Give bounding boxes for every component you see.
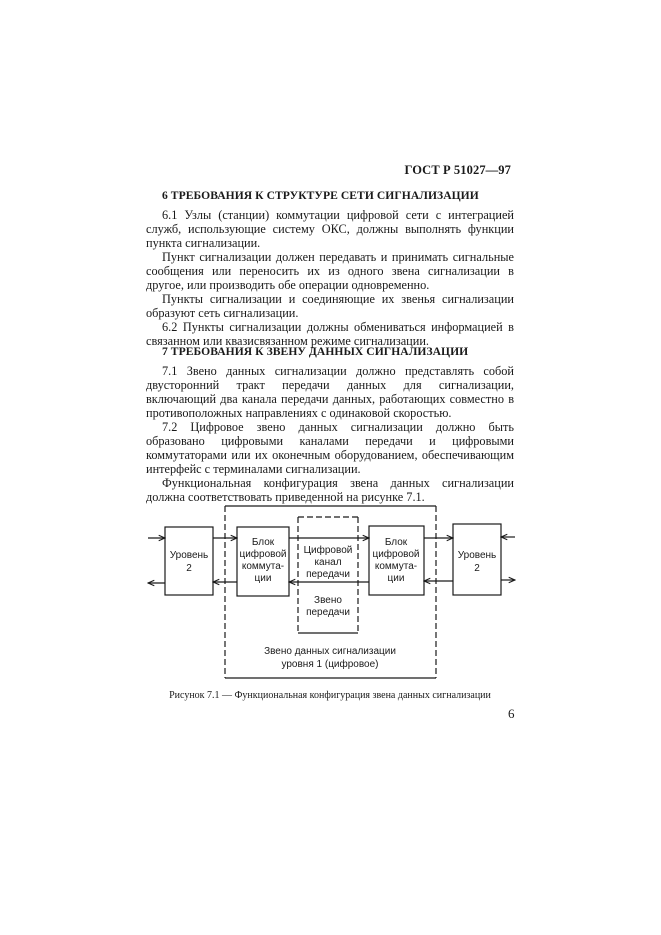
svg-text:цифровой: цифровой	[372, 549, 420, 560]
svg-text:цифровой: цифровой	[239, 549, 287, 560]
svg-text:2: 2	[186, 563, 192, 574]
figure-7-1-diagram	[140, 498, 525, 688]
paragraph-7-2-b: Функциональная конфигурация звена данных сигнализации должна соответствовать приведенной на рисунке 7.1.	[146, 476, 514, 504]
figure-caption: Рисунок 7.1 — Функциональная конфигурация звена данных сигнализации	[169, 690, 491, 701]
svg-text:передачи: передачи	[306, 569, 350, 580]
svg-text:2: 2	[474, 563, 480, 574]
svg-text:ции: ции	[387, 573, 405, 584]
section-6-title: 6 ТРЕБОВАНИЯ К СТРУКТУРЕ СЕТИ СИГНАЛИЗАЦИИ	[162, 189, 479, 202]
outer-box-label: Звено данных сигнализации	[264, 646, 396, 657]
channel-label: Цифровой	[303, 545, 353, 556]
left-level2-box	[165, 527, 213, 595]
svg-text:передачи: передачи	[306, 607, 350, 618]
paragraph-6-1-c: Пункты сигнализации и соединяющие их звенья сигнализации образуют сеть сигнализации.	[146, 292, 514, 320]
section-6-body	[146, 208, 514, 348]
page-number: 6	[508, 706, 515, 721]
svg-text:коммута-: коммута-	[241, 561, 285, 572]
section-7-body	[146, 364, 514, 504]
svg-text:ции: ции	[254, 573, 272, 584]
right-level2-label: Уровень	[457, 550, 497, 561]
paragraph-6-2: 6.2 Пункты сигнализации должны обмениваться информацией в связанном или квазисвязанном режиме сигнализации.	[146, 320, 514, 348]
paragraph-6-1: 6.1 Узлы (станции) коммутации цифровой сети с интеграцией служб, использующие систему ОКС, должны выполнять функции пункта сигнализации.	[146, 208, 514, 250]
paragraph-6-1-b: Пункт сигнализации должен передавать и принимать сигнальные сообщения или переносить их из одного звена сигнализации в другое, или производить обе операции одновременно.	[146, 250, 514, 292]
svg-text:канал: канал	[314, 557, 342, 568]
left-level2-label: Уровень	[169, 550, 209, 561]
svg-text:уровня 1 (цифровое): уровня 1 (цифровое)	[281, 659, 379, 670]
forward-signal-path	[148, 537, 515, 538]
right-switch-label: Блок	[384, 537, 408, 548]
standard-id-header: ГОСТ Р 51027—97	[404, 163, 511, 177]
svg-text:коммута-: коммута-	[374, 561, 418, 572]
paragraph-7-1: 7.1 Звено данных сигнализации должно представлять собой двусторонний тракт передачи данных для сигнализации, включающий два канала передачи данных, работающих совместно в противоположных направлениях с одинаковой скоростью.	[146, 364, 514, 420]
paragraph-7-2: 7.2 Цифровое звено данных сигнализации должно быть образовано цифровыми каналами передачи и цифровыми коммутаторами или их оконечным оборудованием, обеспечивающим интерфейс с терминалами сигнализации.	[146, 420, 514, 476]
return-signal-path	[148, 580, 515, 583]
transmission-link-label: Звено	[314, 595, 342, 606]
left-switch-label: Блок	[251, 537, 275, 548]
section-7-title: 7 ТРЕБОВАНИЯ К ЗВЕНУ ДАННЫХ СИГНАЛИЗАЦИИ	[162, 345, 469, 358]
